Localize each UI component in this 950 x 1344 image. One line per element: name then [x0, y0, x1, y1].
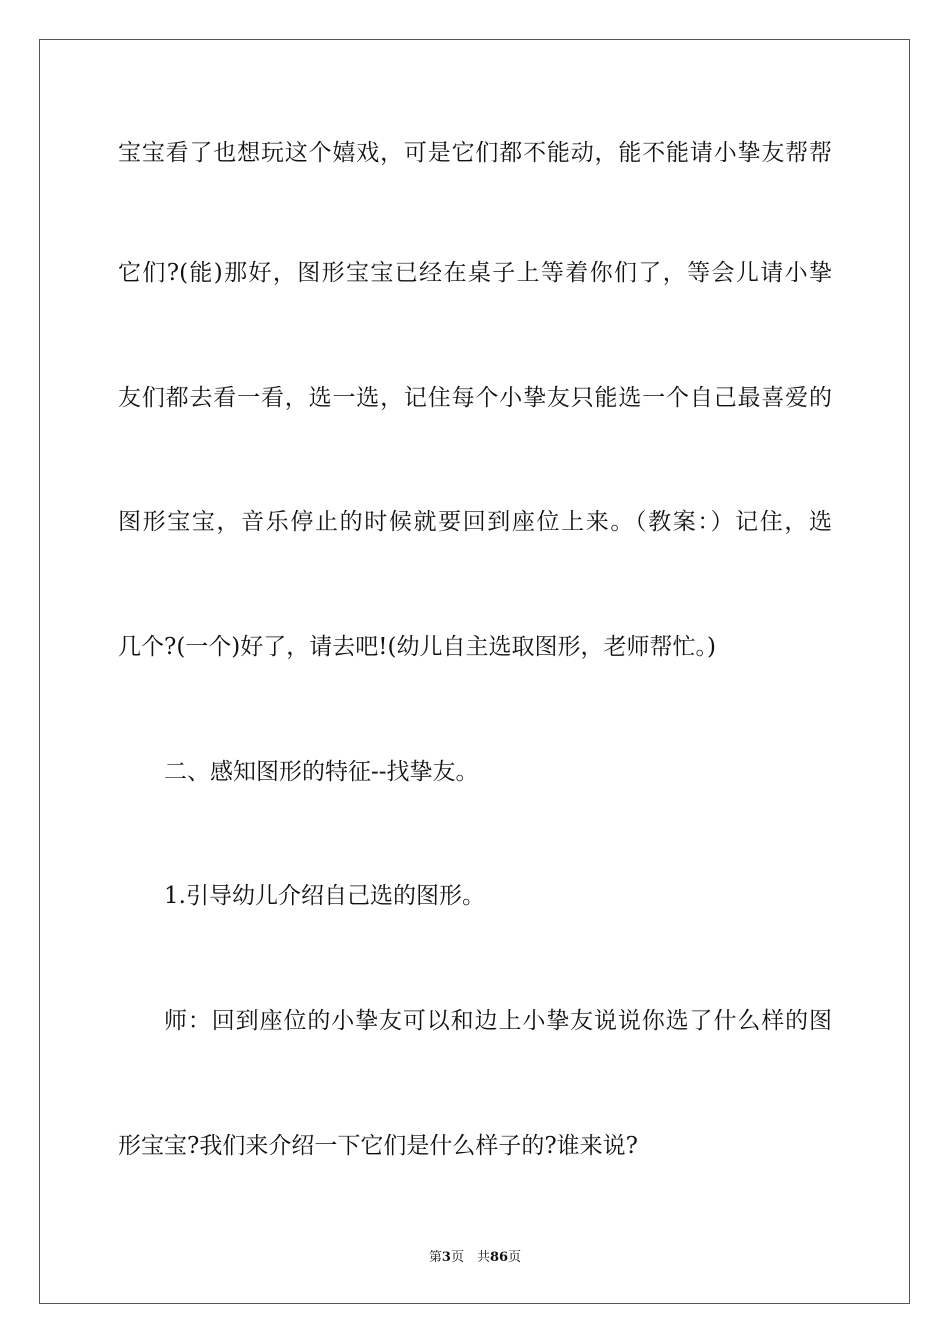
page-footer [0, 1246, 950, 1265]
body-line-3: 友们都去看一看，选一选，记住每个小挚友只能选一个自己最喜爱的 [118, 385, 832, 411]
footer-page-suffix: 页 [508, 1250, 522, 1265]
body-line-4: 图形宝宝，音乐停止的时候就要回到座位上来。（教案：）记住，选 [118, 509, 832, 535]
section-heading: 二、感知图形的特征--找挚友。 [164, 759, 479, 785]
body-line-1: 宝宝看了也想玩这个嬉戏，可是它们都不能动，能不能请小挚友帮帮 [118, 140, 832, 166]
list-item-1: 1.引导幼儿介绍自己选的图形。 [164, 883, 485, 909]
body-line-8: 师：回到座位的小挚友可以和边上小挚友说说你选了什么样的图 [164, 1008, 832, 1034]
body-line-5: 几个?(一个)好了，请去吧!(幼儿自主选取图形，老师帮忙。) [118, 634, 716, 660]
footer-total-pages: 86 [489, 1250, 509, 1265]
footer-page-mid: 页 共 [450, 1250, 490, 1265]
body-line-9: 形宝宝?我们来介绍一下它们是什么样子的?谁来说? [118, 1133, 638, 1159]
footer-page-prefix: 第 [428, 1250, 442, 1265]
body-line-2: 它们?(能)那好，图形宝宝已经在桌子上等着你们了，等会儿请小挚 [118, 260, 832, 286]
page-frame [39, 39, 910, 1304]
footer-page-number: 3 [441, 1250, 451, 1265]
